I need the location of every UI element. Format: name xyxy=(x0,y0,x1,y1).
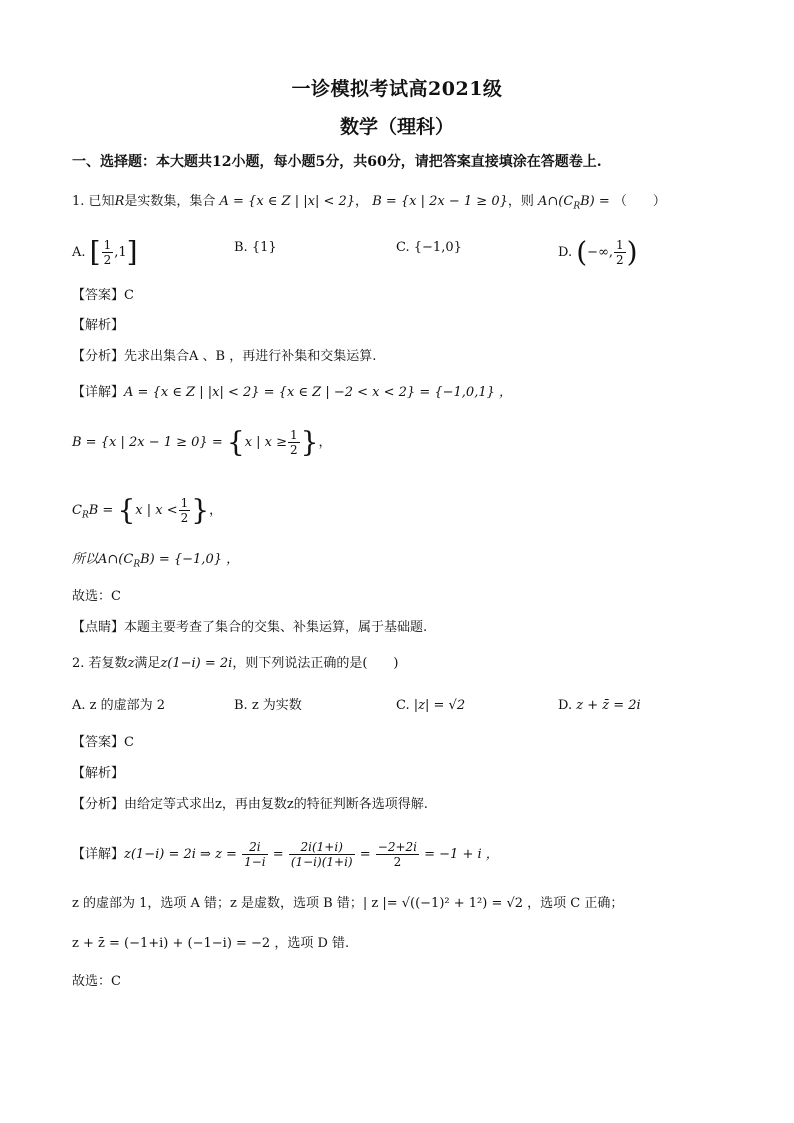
exam-subtitle: 数学（理科） xyxy=(339,116,454,138)
q1-choose: 故选：C xyxy=(72,589,121,604)
q2-choose: 故选：C xyxy=(72,974,121,989)
q1-detail-step4: 所以$A\cap(C_RB) = \{-1,0\}$ ， xyxy=(72,552,240,570)
q1-option-d: D. (−∞, $\frac{1}{2}$ ) xyxy=(558,235,638,269)
q1-set-b: B = {x | 2x − 1 ≥ 0} xyxy=(372,194,508,209)
q1-stem-c: ，则 xyxy=(507,194,534,209)
q1-paren: （ ） xyxy=(613,194,666,209)
q2-option-c: C. |z| = √2 xyxy=(396,698,466,713)
q1-expr: $A\cap(C_RB)$ = xyxy=(538,194,610,212)
q2-detail-step2: z 的虚部为 1，选项 A 错；z 是虚数，选项 B 错；| z |= √((−1)² + 1²) = √2 ，选项 C 正确； xyxy=(72,896,624,911)
q2-fenxi: 【分析】由给定等式求出z，再由复数z的特征判断各选项得解. xyxy=(72,797,428,812)
q1-detail-step3: $C_RB = \{x$ | x < $\frac{1}{2}$ }， xyxy=(72,493,223,527)
q2-option-d: D. z + z̄ = 2i xyxy=(558,698,641,713)
q1-stem: 1. 已知R是实数集，集合 A = {x ∈ Z | |x| < 2}， B = {x | 2x − 1 ≥ 0}，则 $A\cap(C_RB)$ = （ ） xyxy=(72,194,666,212)
q1-jiexi: 【解析】 xyxy=(72,318,125,333)
section-heading: 一、选择题：本大题共12小题，每小题5分，共60分，请把答案直接填涂在答题卷上. xyxy=(72,154,602,170)
q1-option-b: B. {1} xyxy=(234,240,277,255)
q1-number: 1. xyxy=(72,194,85,209)
q1-answer: 【答案】C xyxy=(72,288,134,303)
q2-jiexi: 【解析】 xyxy=(72,766,125,781)
exam-title: 一诊模拟考试高2021级 xyxy=(291,78,503,100)
q1-option-c: C. {−1,0} xyxy=(396,240,462,255)
q1-detail-step2: B = {x | 2x − 1 ≥ 0} = {x | x ≥ $\frac{1}{2}$ }， xyxy=(72,425,332,459)
q1-option-a: A. [ $\frac{1}{2}$ ,1] xyxy=(72,235,138,269)
q1-stem-b: 是实数集，集合 xyxy=(124,194,216,209)
q2-stem: 2. 若复数z满足z(1−i) = 2i，则下列说法正确的是( ) xyxy=(72,656,399,671)
q2-detail-step3: z + z̄ = (−1+i) + (−1−i) = −2 ，选项 D 错. xyxy=(72,936,350,951)
q1-set-a: A = {x ∈ Z | |x| < 2} xyxy=(219,194,356,209)
q1-detail-step1: 【详解】A = {x ∈ Z | |x| < 2} = {x ∈ Z | −2 < x < 2} = {−1,0,1} ， xyxy=(72,385,512,400)
q1-stem-a: 已知 xyxy=(88,194,115,209)
q2-option-a: A. z 的虚部为 2 xyxy=(72,698,166,713)
q2-detail-step1: 【详解】z(1−i) = 2i ⇒ z = $\frac{2i}{1-i}$ = $\frac{2i(1+i)}{(1-i)(1+i)}$ = $\frac{-2+2i}{2}$ = −1 + i ， xyxy=(72,840,499,869)
q1-dianjing: 【点睛】本题主要考查了集合的交集、补集运算，属于基础题. xyxy=(72,620,428,635)
q2-option-b: B. z 为实数 xyxy=(234,698,302,713)
q1-fenxi: 【分析】先求出集合A 、B ，再进行补集和交集运算. xyxy=(72,349,377,364)
q2-answer: 【答案】C xyxy=(72,735,134,750)
